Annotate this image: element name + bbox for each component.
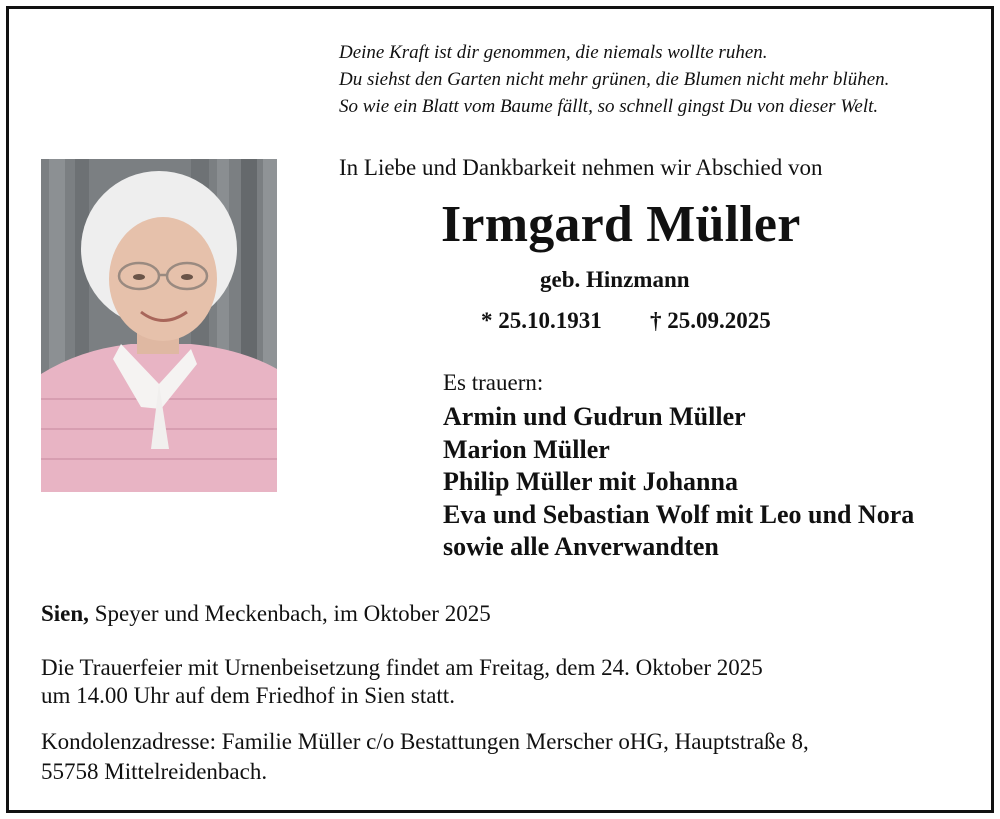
place-and-date	[41, 601, 491, 627]
poem-line: Deine Kraft ist dir genommen, die niemals wollte ruhen.	[339, 42, 768, 63]
maiden-name: geb. Hinzmann	[540, 267, 690, 292]
portrait-photo	[41, 159, 277, 492]
portrait-photo-icon	[41, 159, 277, 492]
list-item: sowie alle Anverwandten	[443, 532, 719, 561]
birth-date: * 25.10.1931	[481, 308, 602, 333]
list-item: Marion Müller	[443, 434, 610, 464]
funeral-details	[41, 654, 763, 710]
list-item: Eva und Sebastian Wolf mit Leo und Nora	[443, 499, 915, 529]
funeral-line: um 14.00 Uhr auf dem Friedhof in Sien statt.	[41, 683, 455, 708]
place-rest: Speyer und Meckenbach, im Oktober 2025	[88, 601, 491, 626]
deceased-name: Irmgard Müller	[441, 196, 801, 253]
poem	[339, 39, 979, 120]
obituary-notice	[6, 6, 994, 813]
poem-line: Du siehst den Garten nicht mehr grünen, die Blumen nicht mehr blühen.	[339, 69, 890, 90]
mourners-label: Es trauern:	[443, 370, 544, 395]
place-town: Sien,	[41, 601, 89, 626]
mourners-list	[443, 401, 914, 564]
death-date: † 25.09.2025	[650, 308, 771, 333]
list-item: Philip Müller mit Johanna	[443, 467, 738, 496]
funeral-line: Die Trauerfeier mit Urnenbeisetzung findet am Freitag, dem 24. Oktober 2025	[41, 655, 763, 680]
condolence-address	[41, 727, 809, 787]
address-line: Kondolenzadresse: Familie Müller c/o Bestattungen Merscher oHG, Hauptstraße 8,	[41, 729, 809, 754]
address-line: 55758 Mittelreidenbach.	[41, 759, 268, 784]
list-item: Armin und Gudrun Müller	[443, 402, 746, 431]
farewell-intro: In Liebe und Dankbarkeit nehmen wir Abschied von	[339, 155, 823, 180]
poem-line: So wie ein Blatt vom Baume fällt, so schnell gingst Du von dieser Welt.	[339, 96, 879, 117]
